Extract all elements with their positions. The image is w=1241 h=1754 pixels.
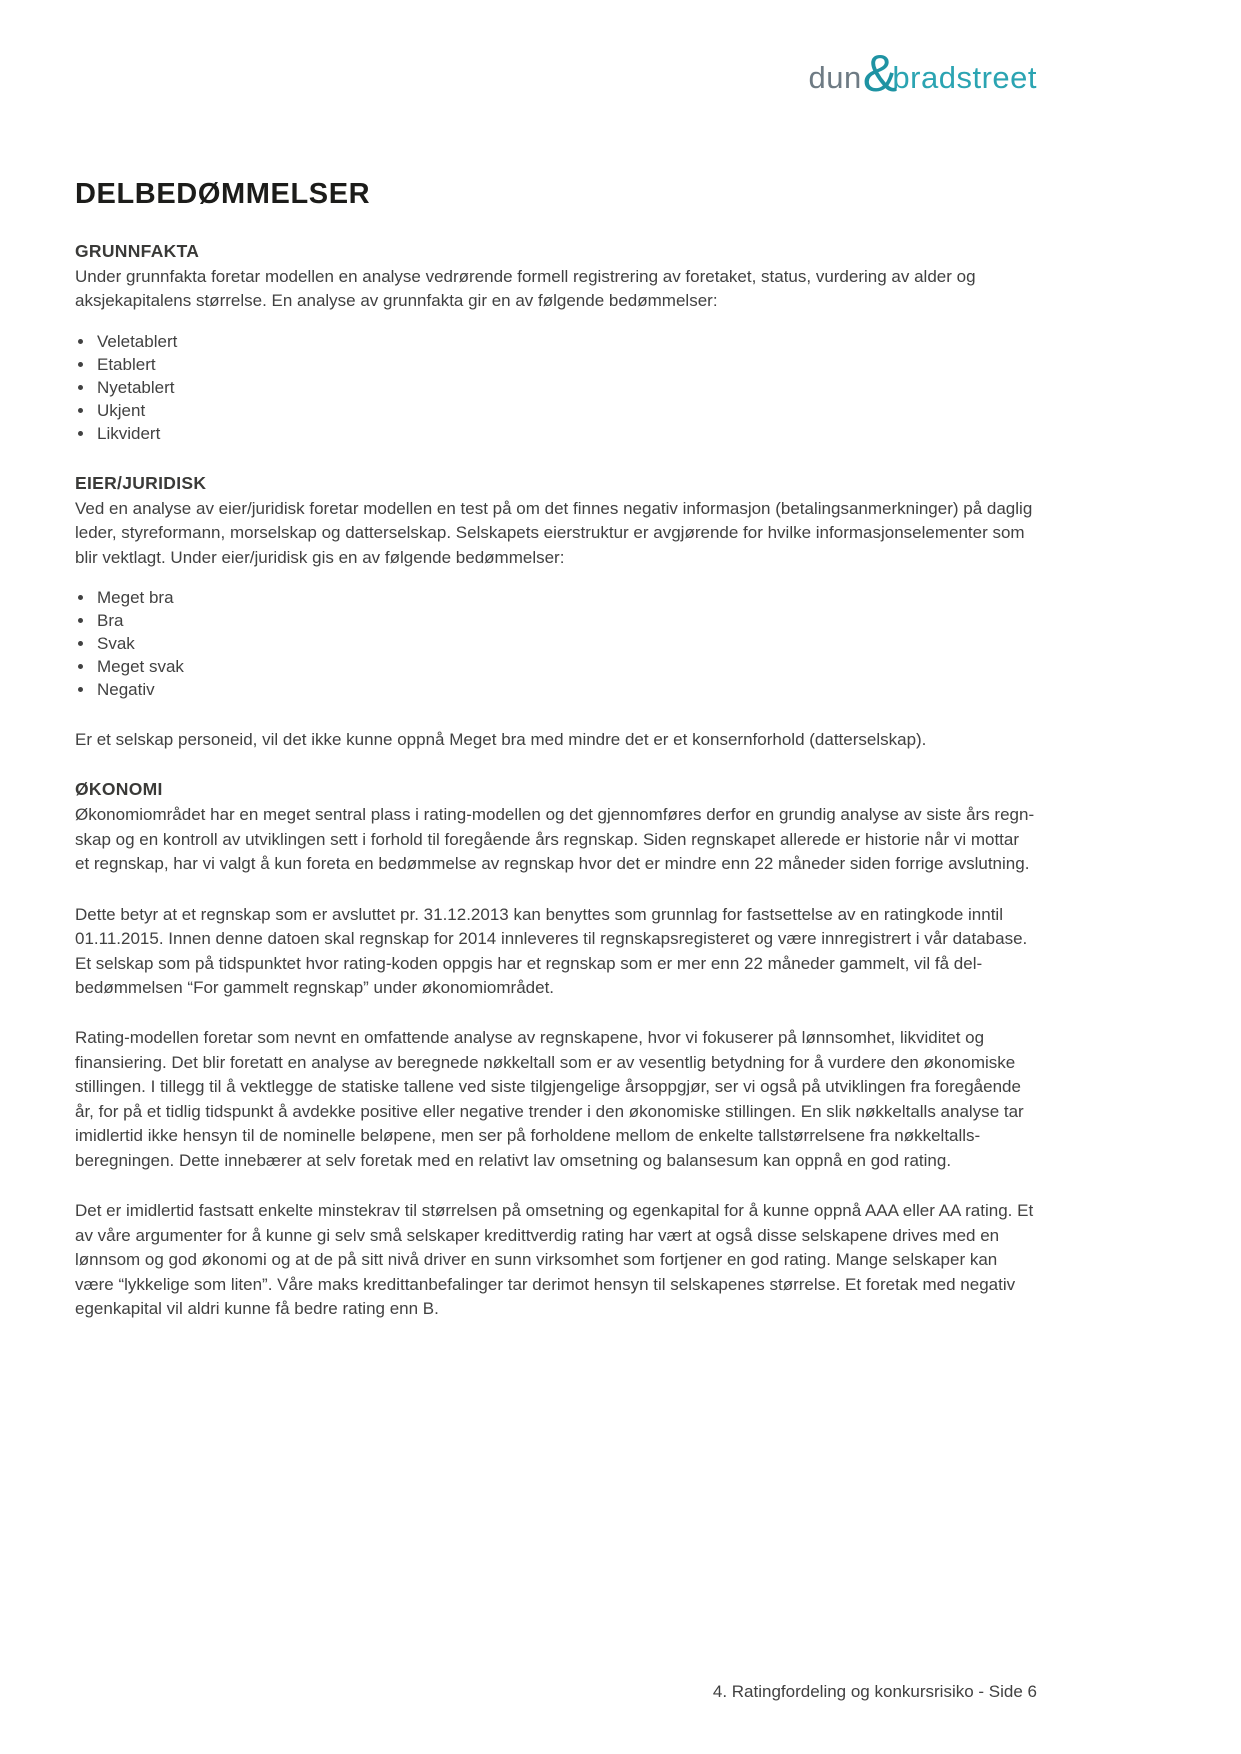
list-item: • Svak — [95, 633, 1037, 656]
list-item: • Bra — [95, 610, 1037, 633]
dun-bradstreet-logo: dun & bradstreet — [808, 45, 1037, 103]
section-eier-juridisk — [75, 473, 1037, 753]
list-item: • Meget bra — [95, 587, 1037, 610]
paragraph: Er et selskap personeid, vil det ikke kunne oppnå Meget bra med mindre det er et konsernforhold (datterselskap). — [75, 729, 927, 749]
section-heading-eier-juridisk: EIER/JURIDISK — [75, 472, 207, 493]
page-title: DELBEDØMMELSER — [75, 178, 371, 210]
logo-text-bradstreet: bradstreet — [892, 60, 1037, 95]
grunnfakta-bullet-list — [75, 331, 1037, 446]
list-item: • Ukjent — [95, 400, 1037, 423]
list-item: • Likvidert — [95, 423, 1037, 446]
section-heading-grunnfakta: GRUNNFAKTA — [75, 241, 200, 261]
paragraph: Dette betyr at et regnskap som er avsluttet pr. 31.12.2013 kan benyttes som grunnlag for fastsettelse av en ratingkode inntil 01.11.2015. Innen denne datoen skal regnskap for 2014 innleveres til regnskapsregisteret og være innregistrert i vår database. Et selskap som på tidspunktet hvor rating-koden oppgis har et regnskap som er mer enn 22 måneder gammelt, vil få del- bedømmelsen “For gammelt regnskap” under økonomiområdet. — [75, 904, 1028, 997]
list-item: • Nyetablert — [95, 377, 1037, 400]
section-heading-okonomi: ØKONOMI — [75, 779, 163, 800]
page-footer: 4. Ratingfordeling og konkursrisiko - Side 6 — [712, 1682, 1037, 1701]
eier-juridisk-bullet-list — [75, 587, 1037, 702]
paragraph: Det er imidlertid fastsatt enkelte minstekrav til størrelsen på omsetning og egenkapital for å kunne oppnå AAA eller AA rating. Et av våre argumenter for å kunne gi selv små selskaper kredittverdig rating har vært at også disse selskapene drives med en lønnsom og god økonomi og at de på sitt nivå driver en sunn virksomhet som fortjener en god rating. Mange selskaper kan være “lykkelige som liten”. Våre maks kredittanbefalinger tar derimot hensyn til selskapenes størrelse. Et foretak med negativ egenkapital vil aldri kunne få bedre rating enn B. — [75, 1201, 1034, 1319]
paragraph: Ved en analyse av eier/juridisk foretar modellen en test på om det finnes negativ informasjon (betalingsanmerkninger) på daglig leder, styreformann, morselskap og datterselskap. Selskapets eierstruktur er avgjørende for hvilke informasjonselementer som blir vektlagt. Under eier/juridisk gis en av følgende bedømmelser: — [75, 498, 1033, 567]
paragraph: Økonomiområdet har en meget sentral plass i rating-modellen og det gjennomføres derfor en grundig analyse av siste års regn- skap og en kontroll av utviklingen sett i forhold til foregående års regnskap. Siden regnskapet allerede er historie når vi mottar et regnskap, har vi valgt å kun foreta en bedømmelse av regnskap hvor det er mindre enn 22 måneder siden forrige avslutning. — [75, 805, 1035, 874]
paragraph: Rating-modellen foretar som nevnt en omfattende analyse av regnskapene, hvor vi fokuserer på lønnsomhet, likviditet og finansiering. Det blir foretatt en analyse av beregnede nøkkeltall som er av vesentlig betydning for å vurdere den økonomiske stillingen. I tillegg til å vektlegge de statiske tallene ved siste tilgjengelige årsoppgjør, ser vi også på utviklingen fra foregående år, for på et tidlig tidspunkt å avdekke positive eller negative trender i den økonomiske stillingen. En slik nøkkeltalls analyse tar imidlertid ikke hensyn til de nominelle beløpene, men ser på forholdene mellom de enkelte tallstørrelsene fra nøkkeltalls- beregningen. Dette innebærer at selv foretak med en relativt lav omsetning og balansesum kan oppnå en god rating. — [75, 1028, 1024, 1170]
logo-text-dun: dun — [808, 60, 862, 95]
paragraph: Under grunnfakta foretar modellen en analyse vedrørende formell registrering av foretaket, status, vurdering av alder og aksjekapitalens størrelse. En analyse av grunnfakta gir en av følgende bedømmelser: — [75, 267, 976, 311]
section-okonomi — [75, 779, 1037, 1321]
section-grunnfakta — [75, 241, 1037, 446]
list-item: • Meget svak — [95, 656, 1037, 679]
list-item: • Etablert — [95, 354, 1037, 377]
list-item: • Negativ — [95, 679, 1037, 702]
list-item: • Veletablert — [95, 331, 1037, 354]
page-content — [75, 0, 1037, 1322]
